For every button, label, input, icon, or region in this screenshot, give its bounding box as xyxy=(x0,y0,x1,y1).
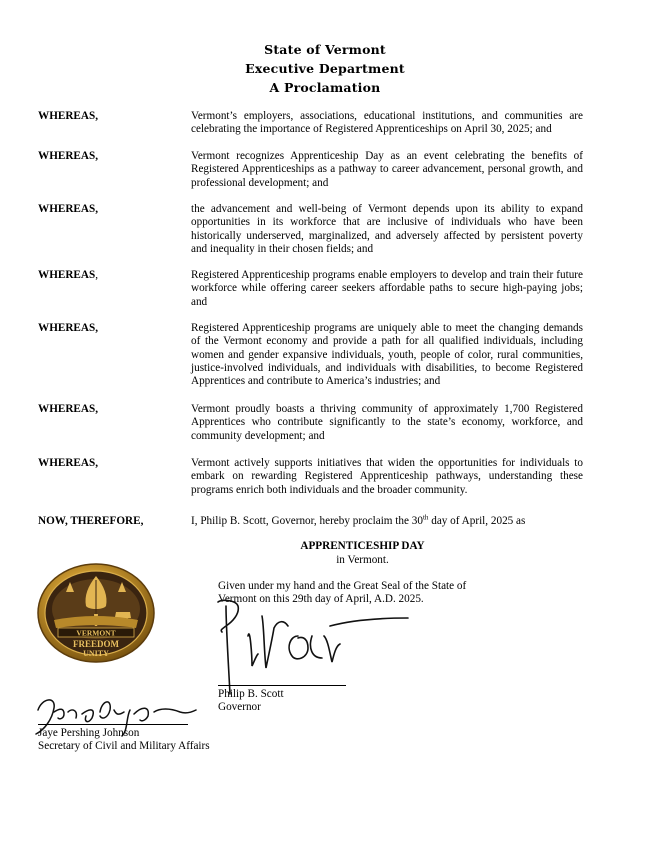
seal-motto-2: UNITY xyxy=(83,649,109,658)
secretary-signature-line xyxy=(38,724,188,725)
clause-text: Registered Apprenticeship programs enable employers to develop and train their future workforce while offering career seekers affordable paths to secure high-paying jobs; and xyxy=(191,269,583,308)
whereas-clause xyxy=(38,110,583,137)
governor-title: Governor xyxy=(218,701,261,714)
governor-name: Philip B. Scott xyxy=(218,688,284,700)
header-state: State of Vermont xyxy=(264,42,386,57)
clause-text: Vermont actively supports initiatives that widen the opportunities for individuals to embark on rewarding Registered Apprenticeship pathways, understanding these programs enrich both individuals and the broader community. xyxy=(191,457,583,496)
seal-motto-1: FREEDOM xyxy=(73,639,119,649)
now-therefore-label: NOW, THEREFORE, xyxy=(38,515,144,527)
header-department: Executive Department xyxy=(245,61,405,76)
given-line-2: Vermont on this 29th day of April, A.D. 2025. xyxy=(218,593,424,606)
great-seal-icon xyxy=(36,562,156,664)
clause-label: WHEREAS, xyxy=(38,322,98,334)
clause-text: Vermont’s employers, associations, educational institutions, and communities are celebrating the importance of Registered Apprenticeships on April 30, 2025; and xyxy=(191,110,583,136)
proclamation-title xyxy=(190,540,535,567)
seal-top-text: VERMONT xyxy=(76,628,116,638)
clause-label: WHEREAS, xyxy=(38,150,98,162)
clause-text: the advancement and well-being of Vermont depends upon its ability to expand opportunities in its workforce that are inclusive of individuals who have been historically underserved, marginalized, and adversely affected by persistent poverty and inequality in their chosen fields; and xyxy=(191,203,583,255)
proclamation-day: APPRENTICESHIP DAY xyxy=(300,540,425,552)
header-proclamation: A Proclamation xyxy=(269,80,381,95)
now-therefore-text: I, Philip B. Scott, Governor, hereby proclaim the 30th day of April, 2025 as xyxy=(191,513,526,527)
secretary-block xyxy=(38,727,210,754)
document-header xyxy=(0,40,650,97)
whereas-clause xyxy=(38,269,583,309)
now-therefore-clause xyxy=(38,515,598,528)
whereas-clause xyxy=(38,150,583,190)
clause-label: WHEREAS, xyxy=(38,403,98,415)
clause-label: WHEREAS, xyxy=(38,269,98,281)
whereas-clause xyxy=(38,203,583,256)
clause-label: WHEREAS, xyxy=(38,457,98,469)
whereas-clause xyxy=(38,403,583,443)
governor-block xyxy=(218,688,284,715)
clause-text: Vermont proudly boasts a thriving community of approximately 1,700 Registered Apprentices who contribute significantly to the state’s economy, workforce, and community development; and xyxy=(191,403,583,442)
clause-text: Registered Apprenticeship programs are uniquely able to meet the changing demands of the Vermont economy and provide a path for all qualified individuals, including women and gender expansive individuals, youth, people of color, rural communities, justice-involved individuals, and individuals with disabilities, to become Registered Apprentices and contribute to America’s industries; and xyxy=(191,322,583,388)
whereas-clause xyxy=(38,322,583,388)
clause-label: WHEREAS, xyxy=(38,110,98,122)
governor-signature-line xyxy=(218,685,346,686)
clause-text: Vermont recognizes Apprenticeship Day as an event celebrating the benefits of Registered Apprenticeships as a pathway to career advancement, personal growth, and professional development; and xyxy=(191,150,583,189)
secretary-title: Secretary of Civil and Military Affairs xyxy=(38,740,210,753)
secretary-name: Jaye Pershing Johnson xyxy=(38,727,140,739)
whereas-clause xyxy=(38,457,583,497)
given-line-1: Given under my hand and the Great Seal of the State of xyxy=(218,580,467,592)
proclamation-place: in Vermont. xyxy=(336,553,389,566)
clause-label: WHEREAS, xyxy=(38,203,98,215)
